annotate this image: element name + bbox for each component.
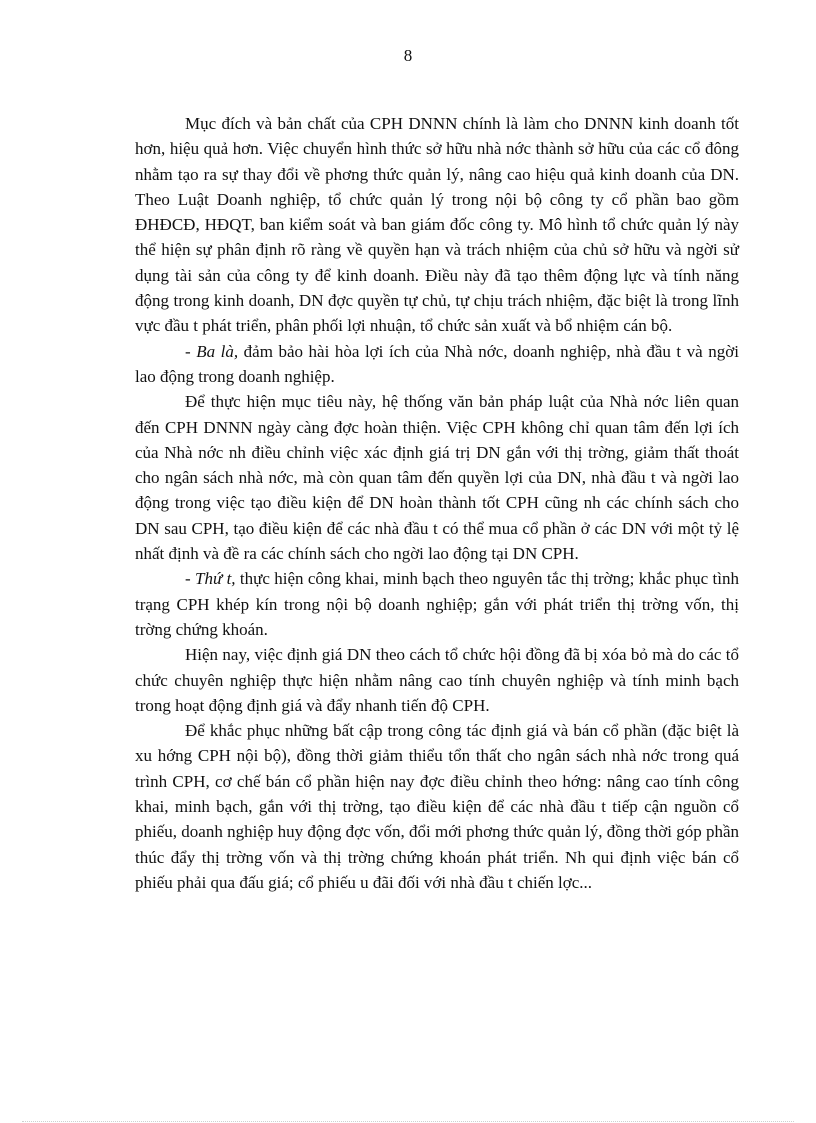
paragraph-text: thực hiện công khai, minh bạch theo nguyên tắc thị trờng; khắc phục tình trạng CPH khép kín trong nội bộ doanh nghiệp; gắn với phát triển thị trờng vốn, thị trờng chứng khoán.	[135, 569, 739, 639]
paragraph-lead: - Thứ t,	[185, 569, 236, 589]
paragraph-text: đảm bảo hài hòa lợi ích của Nhà nớc, doanh nghiệp, nhà đầu t và ngời lao động trong doanh nghiệp.	[135, 341, 739, 386]
paragraph-text: Hiện nay, việc định giá DN theo cách tổ chức hội đồng đã bị xóa bỏ mà do các tổ chức chuyên nghiệp thực hiện nhằm nâng cao tính chuyên nghiệp và tính minh bạch trong hoạt động định giá và đẩy nhanh tiến độ CPH.	[135, 645, 739, 715]
paragraph-text: Để khắc phục những bất cập trong công tác định giá và bán cổ phần (đặc biệt là xu hớng CPH nội bộ), đồng thời giảm thiểu tổn thất cho ngân sách nhà nớc trong quá trình CPH, cơ chế bán cổ phần hiện nay đợc điều chỉnh theo hớng: nâng cao tính công khai, minh bạch, gắn với thị trờng, tạo điều kiện để các nhà đầu t tiếp cận nguồn cổ phiếu, doanh nghiệp huy động đợc vốn, đổi mới phơng thức quản lý, đồng thời góp phần thúc đẩy thị trờng vốn và thị trờng chứng khoán phát triển. Nh qui định việc bán cổ phiếu phải qua đấu giá; cổ phiếu u đãi đối với nhà đầu t chiến lợc...	[135, 721, 739, 892]
paragraph-lead: - Ba là,	[185, 341, 239, 361]
document-body	[135, 111, 739, 895]
paragraph-text: Để thực hiện mục tiêu này, hệ thống văn bản pháp luật của Nhà nớc liên quan đến CPH DNNN ngày càng đợc hoàn thiện. Việc CPH không chỉ quan tâm đến lợi ích của Nhà nớc nh điều chỉnh việc xác định giá trị DN gắn với thị trờng, giảm thất thoát cho ngân sách nhà nớc, mà còn quan tâm đến quyền lợi của DN, nhà đầu t và ngời lao động trong việc tạo điều kiện để DN hoàn thành tốt CPH cũng nh các chính sách cho DN sau CPH, tạo điều kiện để các nhà đầu t có thể mua cổ phần ở các DN với một tỷ lệ nhất định và đề ra các chính sách cho ngời lao động tại DN CPH.	[135, 392, 739, 564]
paragraph-legal-framework	[135, 389, 739, 566]
paragraph-purpose	[135, 111, 739, 339]
paragraph-text: Mục đích và bản chất của CPH DNNN chính là làm cho DNNN kinh doanh tốt hơn, hiệu quả hơn. Việc chuyển hình thức sở hữu nhà nớc thành sở hữu của các cổ đông nhằm tạo ra sự thay đổi về phơng thức quản lý, nâng cao hiệu quả kinh doanh của DN. Theo Luật Doanh nghiệp, tổ chức quản lý trong nội bộ công ty cổ phần bao gồm ĐHĐCĐ, HĐQT, ban kiểm soát và ban giám đốc công ty. Mô hình tổ chức quản lý này thể hiện sự phân định rõ ràng về quyền hạn và trách nhiệm của chủ sở hữu và ngời sử dụng tài sản của công ty để kinh doanh. Điều này đã tạo thêm động lực và tính năng động trong kinh doanh, DN đợc quyền tự chủ, tự chịu trách nhiệm, đặc biệt là trong lĩnh vực đầu t phát triển, phân phối lợi nhuận, tổ chức sản xuất và bổ nhiệm cán bộ.	[135, 114, 739, 336]
paragraph-third-point	[135, 339, 739, 390]
paragraph-fourth-point	[135, 566, 739, 642]
page-number: 8	[403, 46, 413, 65]
paragraph-valuation	[135, 642, 739, 718]
page-bottom-divider	[22, 1121, 794, 1122]
paragraph-share-sale	[135, 718, 739, 895]
